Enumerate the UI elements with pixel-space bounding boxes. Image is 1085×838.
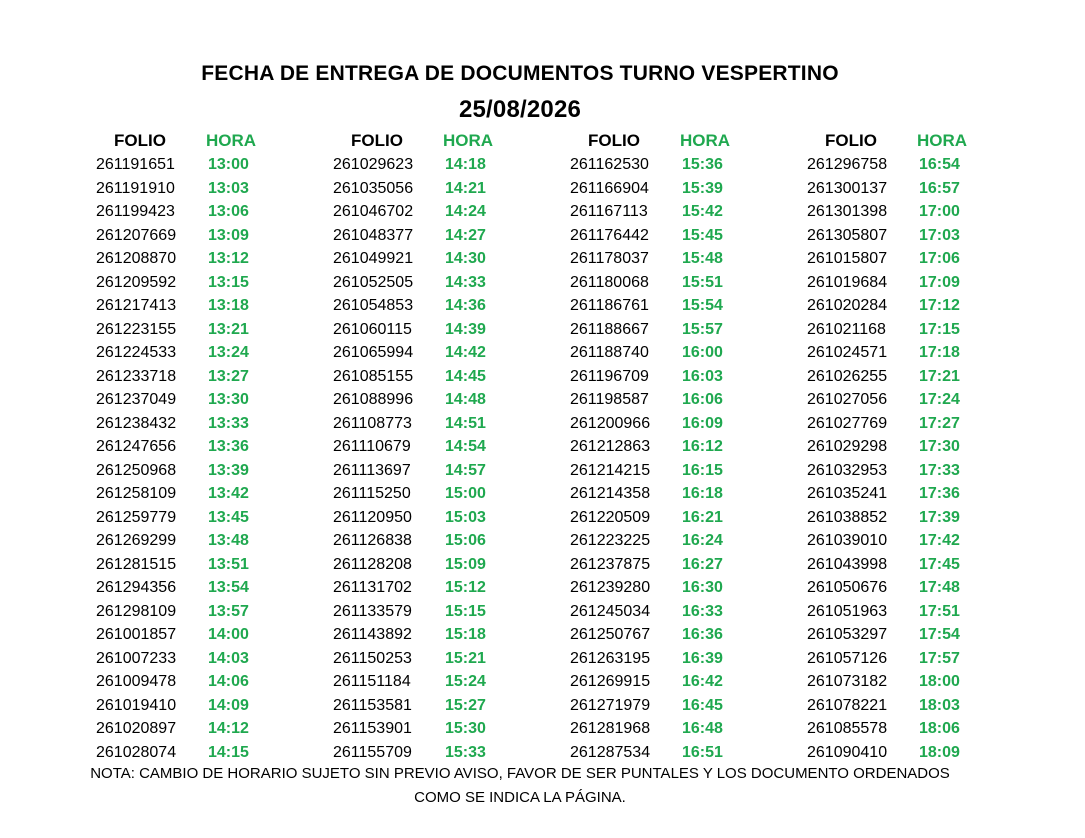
hora-cell: 15:45: [682, 226, 723, 244]
hora-cell: 13:39: [208, 461, 249, 479]
folio-cell: 261090410: [807, 743, 888, 761]
folio-cell: 261294356: [96, 579, 177, 596]
folio-cell: 261128208: [333, 555, 412, 573]
folio-cell: 261027769: [807, 414, 888, 432]
folio-cell: 261208870: [96, 250, 177, 267]
folio-cell: 261287534: [570, 743, 651, 761]
folio-cell: 261050676: [807, 579, 888, 596]
hora-cell: 15:24: [445, 673, 486, 690]
folio-cell: 261305807: [807, 226, 888, 244]
folio-cell: 261028074: [96, 743, 177, 761]
hora-cell: 13:27: [208, 367, 249, 385]
folio-cell: 261110679: [333, 438, 411, 455]
folio-cell: 261155709: [333, 743, 412, 761]
hora-cell: 17:42: [919, 532, 960, 549]
hora-cell: 15:03: [445, 508, 486, 526]
folio-cell: 261224533: [96, 344, 177, 361]
folio-cell: 261151184: [333, 673, 411, 690]
folio-cell: 261250968: [96, 461, 177, 479]
hora-cell: 17:57: [919, 649, 960, 667]
folio-cell: 261188667: [570, 320, 649, 338]
hora-header: HORA: [206, 131, 257, 150]
hora-cell: 13:48: [208, 532, 249, 549]
hora-header: HORA: [917, 131, 968, 150]
hora-cell: 17:21: [919, 367, 960, 385]
hora-cell: 13:45: [208, 508, 249, 526]
folio-cell: 261237875: [570, 555, 651, 573]
hora-cell: 13:03: [208, 179, 249, 197]
folio-cell: 261073182: [807, 673, 888, 690]
hora-cell: 17:39: [919, 508, 960, 526]
hora-cell: 15:54: [682, 297, 723, 314]
folio-cell: 261281968: [570, 720, 651, 737]
hora-cell: 14:54: [445, 438, 486, 455]
folio-cell: 261259779: [96, 508, 177, 526]
hora-cell: 13:00: [208, 156, 249, 173]
hora-cell: 14:15: [208, 743, 249, 761]
hora-cell: 15:42: [682, 203, 723, 220]
folio-cell: 261150253: [333, 649, 412, 667]
folio-cell: 261196709: [570, 367, 649, 385]
hora-cell: 17:33: [919, 461, 960, 479]
hora-cell: 13:24: [208, 344, 249, 361]
folio-cell: 261029298: [807, 438, 888, 455]
hora-cell: 13:57: [208, 602, 249, 620]
hora-cell: 14:24: [445, 203, 486, 220]
hora-cell: 15:27: [445, 696, 486, 714]
hora-cell: 16:12: [682, 438, 723, 455]
hora-cell: 17:12: [919, 297, 960, 314]
hora-cell: 15:09: [445, 555, 486, 573]
folio-cell: 261078221: [807, 696, 888, 714]
folio-cell: 261258109: [96, 485, 177, 502]
folio-header: FOLIO: [351, 131, 403, 150]
hora-cell: 17:30: [919, 438, 960, 455]
hora-cell: 14:42: [445, 344, 486, 361]
folio-cell: 261108773: [333, 414, 412, 432]
hora-cell: 14:09: [208, 696, 249, 714]
hora-cell: 13:54: [208, 579, 249, 596]
folio-cell: 261088996: [333, 391, 414, 408]
hora-cell: 17:54: [919, 626, 960, 643]
hora-cell: 15:39: [682, 179, 723, 197]
folio-cell: 261113697: [333, 461, 411, 479]
hora-cell: 17:06: [919, 250, 960, 267]
folio-cell: 261269915: [570, 673, 651, 690]
hora-cell: 14:33: [445, 273, 486, 291]
hora-cell: 16:30: [682, 579, 723, 596]
folio-cell: 261298109: [96, 602, 177, 620]
folio-cell: 261271979: [570, 696, 651, 714]
delivery-date: 25/08/2026: [458, 96, 582, 123]
hora-cell: 17:24: [919, 391, 960, 408]
hora-cell: 16:39: [682, 649, 723, 667]
folio-cell: 261051963: [807, 602, 888, 620]
folio-cell: 261167113: [570, 203, 648, 220]
folio-cell: 261180068: [570, 273, 649, 291]
folio-cell: 261269299: [96, 532, 177, 549]
hora-cell: 16:18: [682, 485, 723, 502]
hora-cell: 18:00: [919, 673, 960, 690]
hora-cell: 15:30: [445, 720, 486, 737]
hora-cell: 16:09: [682, 414, 723, 432]
note-line-1: NOTA: CAMBIO DE HORARIO SUJETO SIN PREVIO AVISO, FAVOR DE SER PUNTALES Y LOS DOCUMENTO ORDENADOS: [90, 765, 950, 782]
folio-cell: 261162530: [570, 156, 649, 173]
folio-cell: 261239280: [570, 579, 651, 596]
hora-cell: 15:18: [445, 626, 486, 643]
folio-cell: 261039010: [807, 532, 888, 549]
folio-cell: 261024571: [807, 344, 888, 361]
hora-header: HORA: [680, 131, 731, 150]
hora-cell: 16:06: [682, 391, 723, 408]
hora-cell: 17:03: [919, 226, 960, 244]
folio-header: FOLIO: [825, 131, 877, 150]
folio-cell: 261153901: [333, 720, 412, 737]
hora-cell: 17:48: [919, 579, 960, 596]
hora-cell: 13:18: [208, 297, 249, 314]
hora-cell: 14:06: [208, 673, 249, 690]
hora-cell: 13:12: [208, 250, 249, 267]
hora-cell: 14:48: [445, 391, 486, 408]
folio-cell: 261007233: [96, 649, 177, 667]
folio-cell: 261199423: [96, 203, 175, 220]
folio-cell: 261198587: [570, 391, 649, 408]
hora-cell: 13:30: [208, 391, 249, 408]
hora-cell: 16:27: [682, 555, 723, 573]
hora-cell: 17:15: [919, 320, 960, 338]
hora-cell: 18:06: [919, 720, 960, 737]
hora-cell: 16:00: [682, 344, 723, 361]
folio-cell: 261263195: [570, 649, 651, 667]
folio-cell: 261186761: [570, 297, 649, 314]
hora-cell: 15:48: [682, 250, 723, 267]
folio-cell: 261046702: [333, 203, 414, 220]
folio-cell: 261054853: [333, 297, 414, 314]
hora-cell: 16:42: [682, 673, 723, 690]
hora-cell: 16:03: [682, 367, 723, 385]
folio-cell: 261009478: [96, 673, 177, 690]
folio-cell: 261053297: [807, 626, 888, 643]
folio-cell: 261019684: [807, 273, 888, 291]
folio-cell: 261126838: [333, 532, 412, 549]
hora-cell: 13:09: [208, 226, 249, 244]
folio-cell: 261220509: [570, 508, 651, 526]
folio-cell: 261214215: [570, 461, 651, 479]
hora-cell: 13:15: [208, 273, 249, 291]
hora-cell: 14:45: [445, 367, 486, 385]
hora-cell: 13:51: [208, 555, 249, 573]
folio-cell: 261021168: [807, 320, 886, 338]
hora-cell: 14:36: [445, 297, 486, 314]
hora-cell: 14:51: [445, 414, 486, 432]
folio-cell: 261048377: [333, 226, 414, 244]
folio-cell: 261214358: [570, 485, 651, 502]
folio-cell: 261233718: [96, 367, 177, 385]
note-line-2: COMO SE INDICA LA PÁGINA.: [414, 789, 626, 806]
folio-cell: 261001857: [96, 626, 177, 643]
folio-cell: 261131702: [333, 579, 412, 596]
hora-cell: 15:36: [682, 156, 723, 173]
folio-cell: 261153581: [333, 696, 412, 714]
folio-cell: 261212863: [570, 438, 651, 455]
folio-cell: 261032953: [807, 461, 888, 479]
folio-cell: 261133579: [333, 602, 412, 620]
hora-cell: 16:24: [682, 532, 723, 549]
hora-cell: 17:45: [919, 555, 960, 573]
hora-cell: 15:06: [445, 532, 486, 549]
hora-cell: 15:00: [445, 485, 486, 502]
hora-cell: 13:36: [208, 438, 249, 455]
hora-cell: 17:00: [919, 203, 960, 220]
folio-cell: 261166904: [570, 179, 649, 197]
hora-cell: 15:33: [445, 743, 486, 761]
folio-cell: 261191910: [96, 179, 175, 197]
hora-cell: 15:21: [445, 649, 486, 667]
hora-cell: 14:03: [208, 649, 249, 667]
hora-cell: 14:39: [445, 320, 486, 338]
folio-cell: 261035056: [333, 179, 414, 197]
hora-cell: 14:12: [208, 720, 249, 737]
hora-header: HORA: [443, 131, 494, 150]
folio-cell: 261026255: [807, 367, 888, 385]
folio-cell: 261035241: [807, 485, 888, 502]
folio-cell: 261188740: [570, 344, 649, 361]
hora-cell: 16:57: [919, 179, 960, 197]
hora-cell: 13:06: [208, 203, 249, 220]
hora-cell: 16:51: [682, 743, 723, 761]
hora-cell: 17:27: [919, 414, 960, 432]
hora-cell: 18:09: [919, 743, 960, 761]
hora-cell: 13:42: [208, 485, 249, 502]
hora-cell: 17:18: [919, 344, 960, 361]
folio-cell: 261209592: [96, 273, 177, 291]
folio-cell: 261027056: [807, 391, 888, 408]
hora-cell: 16:54: [919, 156, 960, 173]
folio-cell: 261085155: [333, 367, 414, 385]
folio-cell: 261120950: [333, 508, 412, 526]
hora-cell: 14:18: [445, 156, 486, 173]
hora-cell: 16:21: [682, 508, 723, 526]
hora-cell: 17:09: [919, 273, 960, 291]
hora-cell: 16:36: [682, 626, 723, 643]
hora-cell: 15:12: [445, 579, 486, 596]
page-title: FECHA DE ENTREGA DE DOCUMENTOS TURNO VESPERTINO: [201, 62, 839, 85]
hora-cell: 13:33: [208, 414, 249, 432]
hora-cell: 16:45: [682, 696, 723, 714]
folio-cell: 261065994: [333, 344, 414, 361]
hora-cell: 14:57: [445, 461, 486, 479]
hora-cell: 15:57: [682, 320, 723, 338]
hora-cell: 14:00: [208, 626, 249, 643]
folio-cell: 261223225: [570, 532, 651, 549]
folio-cell: 261200966: [570, 414, 651, 432]
folio-cell: 261191651: [96, 156, 175, 173]
hora-cell: 14:21: [445, 179, 486, 197]
hora-cell: 16:33: [682, 602, 723, 620]
folio-cell: 261085578: [807, 720, 888, 737]
folio-cell: 261245034: [570, 602, 651, 620]
folio-cell: 261247656: [96, 438, 177, 455]
folio-cell: 261038852: [807, 508, 888, 526]
folio-cell: 261178037: [570, 250, 649, 267]
hora-cell: 15:15: [445, 602, 486, 620]
hora-cell: 17:36: [919, 485, 960, 502]
folio-cell: 261176442: [570, 226, 649, 244]
folio-header: FOLIO: [114, 131, 166, 150]
folio-cell: 261143892: [333, 626, 412, 643]
folio-cell: 261296758: [807, 156, 888, 173]
hora-cell: 15:51: [682, 273, 723, 291]
hora-cell: 18:03: [919, 696, 960, 714]
folio-cell: 261238432: [96, 414, 177, 432]
folio-cell: 261015807: [807, 250, 888, 267]
folio-cell: 261052505: [333, 273, 414, 291]
hora-cell: 16:48: [682, 720, 723, 737]
folio-cell: 261029623: [333, 156, 414, 173]
folio-cell: 261057126: [807, 649, 888, 667]
folio-cell: 261049921: [333, 250, 414, 267]
folio-cell: 261020897: [96, 720, 177, 737]
folio-cell: 261237049: [96, 391, 177, 408]
hora-cell: 13:21: [208, 320, 249, 338]
folio-cell: 261300137: [807, 179, 888, 197]
folio-cell: 261250767: [570, 626, 651, 643]
folio-cell: 261223155: [96, 320, 177, 338]
folio-header: FOLIO: [588, 131, 640, 150]
folio-cell: 261060115: [333, 320, 412, 338]
hora-cell: 14:27: [445, 226, 486, 244]
folio-cell: 261115250: [333, 485, 411, 502]
folio-cell: 261043998: [807, 555, 888, 573]
hora-cell: 14:30: [445, 250, 486, 267]
folio-cell: 261019410: [96, 696, 177, 714]
folio-cell: 261020284: [807, 297, 888, 314]
hora-cell: 16:15: [682, 461, 723, 479]
hora-cell: 17:51: [919, 602, 960, 620]
folio-cell: 261281515: [96, 555, 177, 573]
folio-cell: 261207669: [96, 226, 177, 244]
folio-cell: 261217413: [96, 297, 177, 314]
folio-cell: 261301398: [807, 203, 888, 220]
